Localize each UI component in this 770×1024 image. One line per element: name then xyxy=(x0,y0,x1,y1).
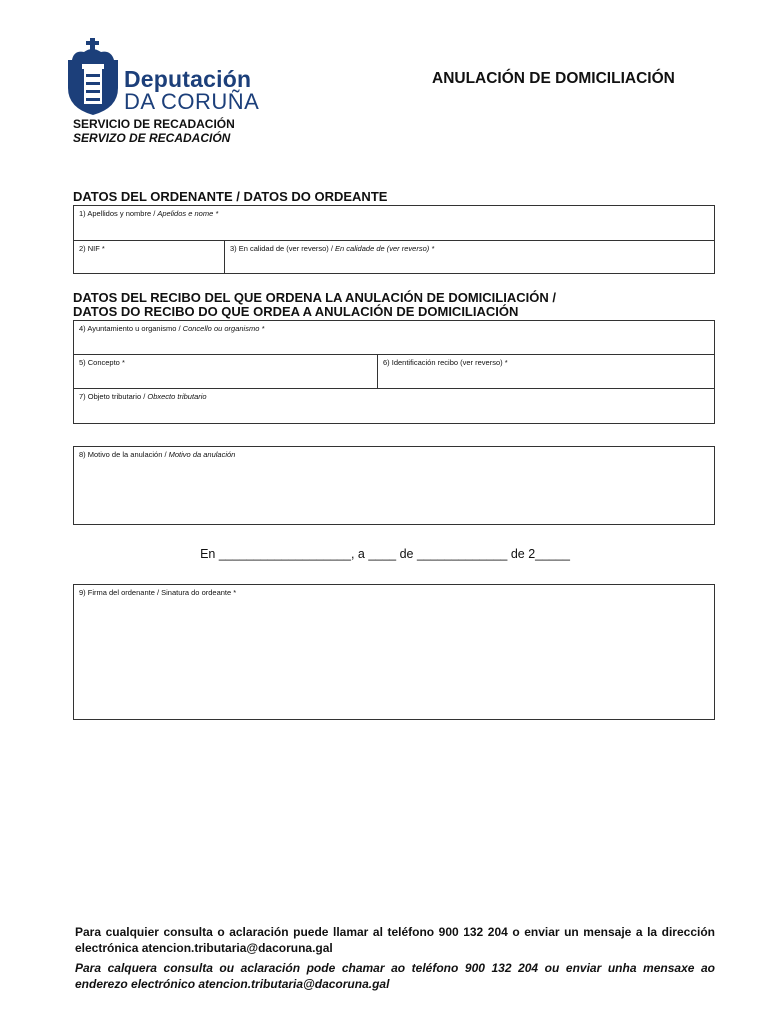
field-label: 6) Identificación recibo (ver reverso) * xyxy=(383,358,508,367)
section-title-recibo-gl: DATOS DO RECIBO DO QUE ORDEA A ANULACIÓN DE DOMICILIACIÓN xyxy=(73,304,519,319)
nif-field[interactable] xyxy=(73,240,225,274)
document-title: ANULACIÓN DE DOMICILIACIÓN xyxy=(432,70,675,87)
service-name-gl: SERVIZO DE RECADACIÓN xyxy=(73,131,231,145)
field-label: 7) Objeto tributario / xyxy=(79,392,148,401)
objeto-tributario-field[interactable] xyxy=(73,388,715,424)
field-label-gl: Apelidos e nome * xyxy=(157,209,219,218)
concepto-field[interactable] xyxy=(73,354,378,389)
identificacion-recibo-field[interactable] xyxy=(377,354,715,389)
section-title-recibo-es: DATOS DEL RECIBO DEL QUE ORDENA LA ANULACIÓN DE DOMICILIACIÓN / xyxy=(73,290,556,305)
place-date-line[interactable]: En ___________________, a ____ de _____________ de 2_____ xyxy=(200,547,570,561)
footer-contact-es: Para cualquier consulta o aclaración puede llamar al teléfono 900 132 204 o enviar un mensaje a la dirección electrónica atencion.tributaria@dacoruna.gal xyxy=(75,925,715,955)
brand-subname: DA CORUÑA xyxy=(124,89,260,114)
ayuntamiento-organismo-field[interactable] xyxy=(73,320,715,355)
field-label: 9) Firma del ordenante / Sinatura do ordeante * xyxy=(79,588,237,597)
brand-name: Deputación xyxy=(124,66,252,92)
apellidos-nombre-field[interactable] xyxy=(73,205,715,241)
motivo-anulacion-field[interactable] xyxy=(73,446,715,525)
field-label-gl: Obxecto tributario xyxy=(147,392,207,401)
field-label: 1) Apellidos y nombre / xyxy=(79,209,158,218)
section-title-ordenante: DATOS DEL ORDENANTE / DATOS DO ORDEANTE xyxy=(73,189,388,204)
firma-ordenante-field[interactable] xyxy=(73,584,715,720)
field-label-gl: En calidade de (ver reverso) * xyxy=(335,244,435,253)
field-label: 2) NIF * xyxy=(79,244,105,253)
field-label: 3) En calidad de (ver reverso) / xyxy=(230,244,336,253)
en-calidad-de-field[interactable] xyxy=(224,240,715,274)
field-label: 4) Ayuntamiento u organismo / xyxy=(79,324,183,333)
deputacion-logo-icon xyxy=(64,38,122,116)
field-label-gl: Concello ou organismo * xyxy=(182,324,265,333)
field-label: 5) Concepto * xyxy=(79,358,125,367)
service-name-es: SERVICIO DE RECADACIÓN xyxy=(73,117,235,131)
field-label-gl: Motivo da anulación xyxy=(168,450,236,459)
footer-contact-gl: Para calquera consulta ou aclaración pode chamar ao teléfono 900 132 204 ou enviar unha mensaxe ao enderezo electrónico atencion.tributaria@dacoruna.gal xyxy=(75,961,715,991)
field-label: 8) Motivo de la anulación / xyxy=(79,450,169,459)
